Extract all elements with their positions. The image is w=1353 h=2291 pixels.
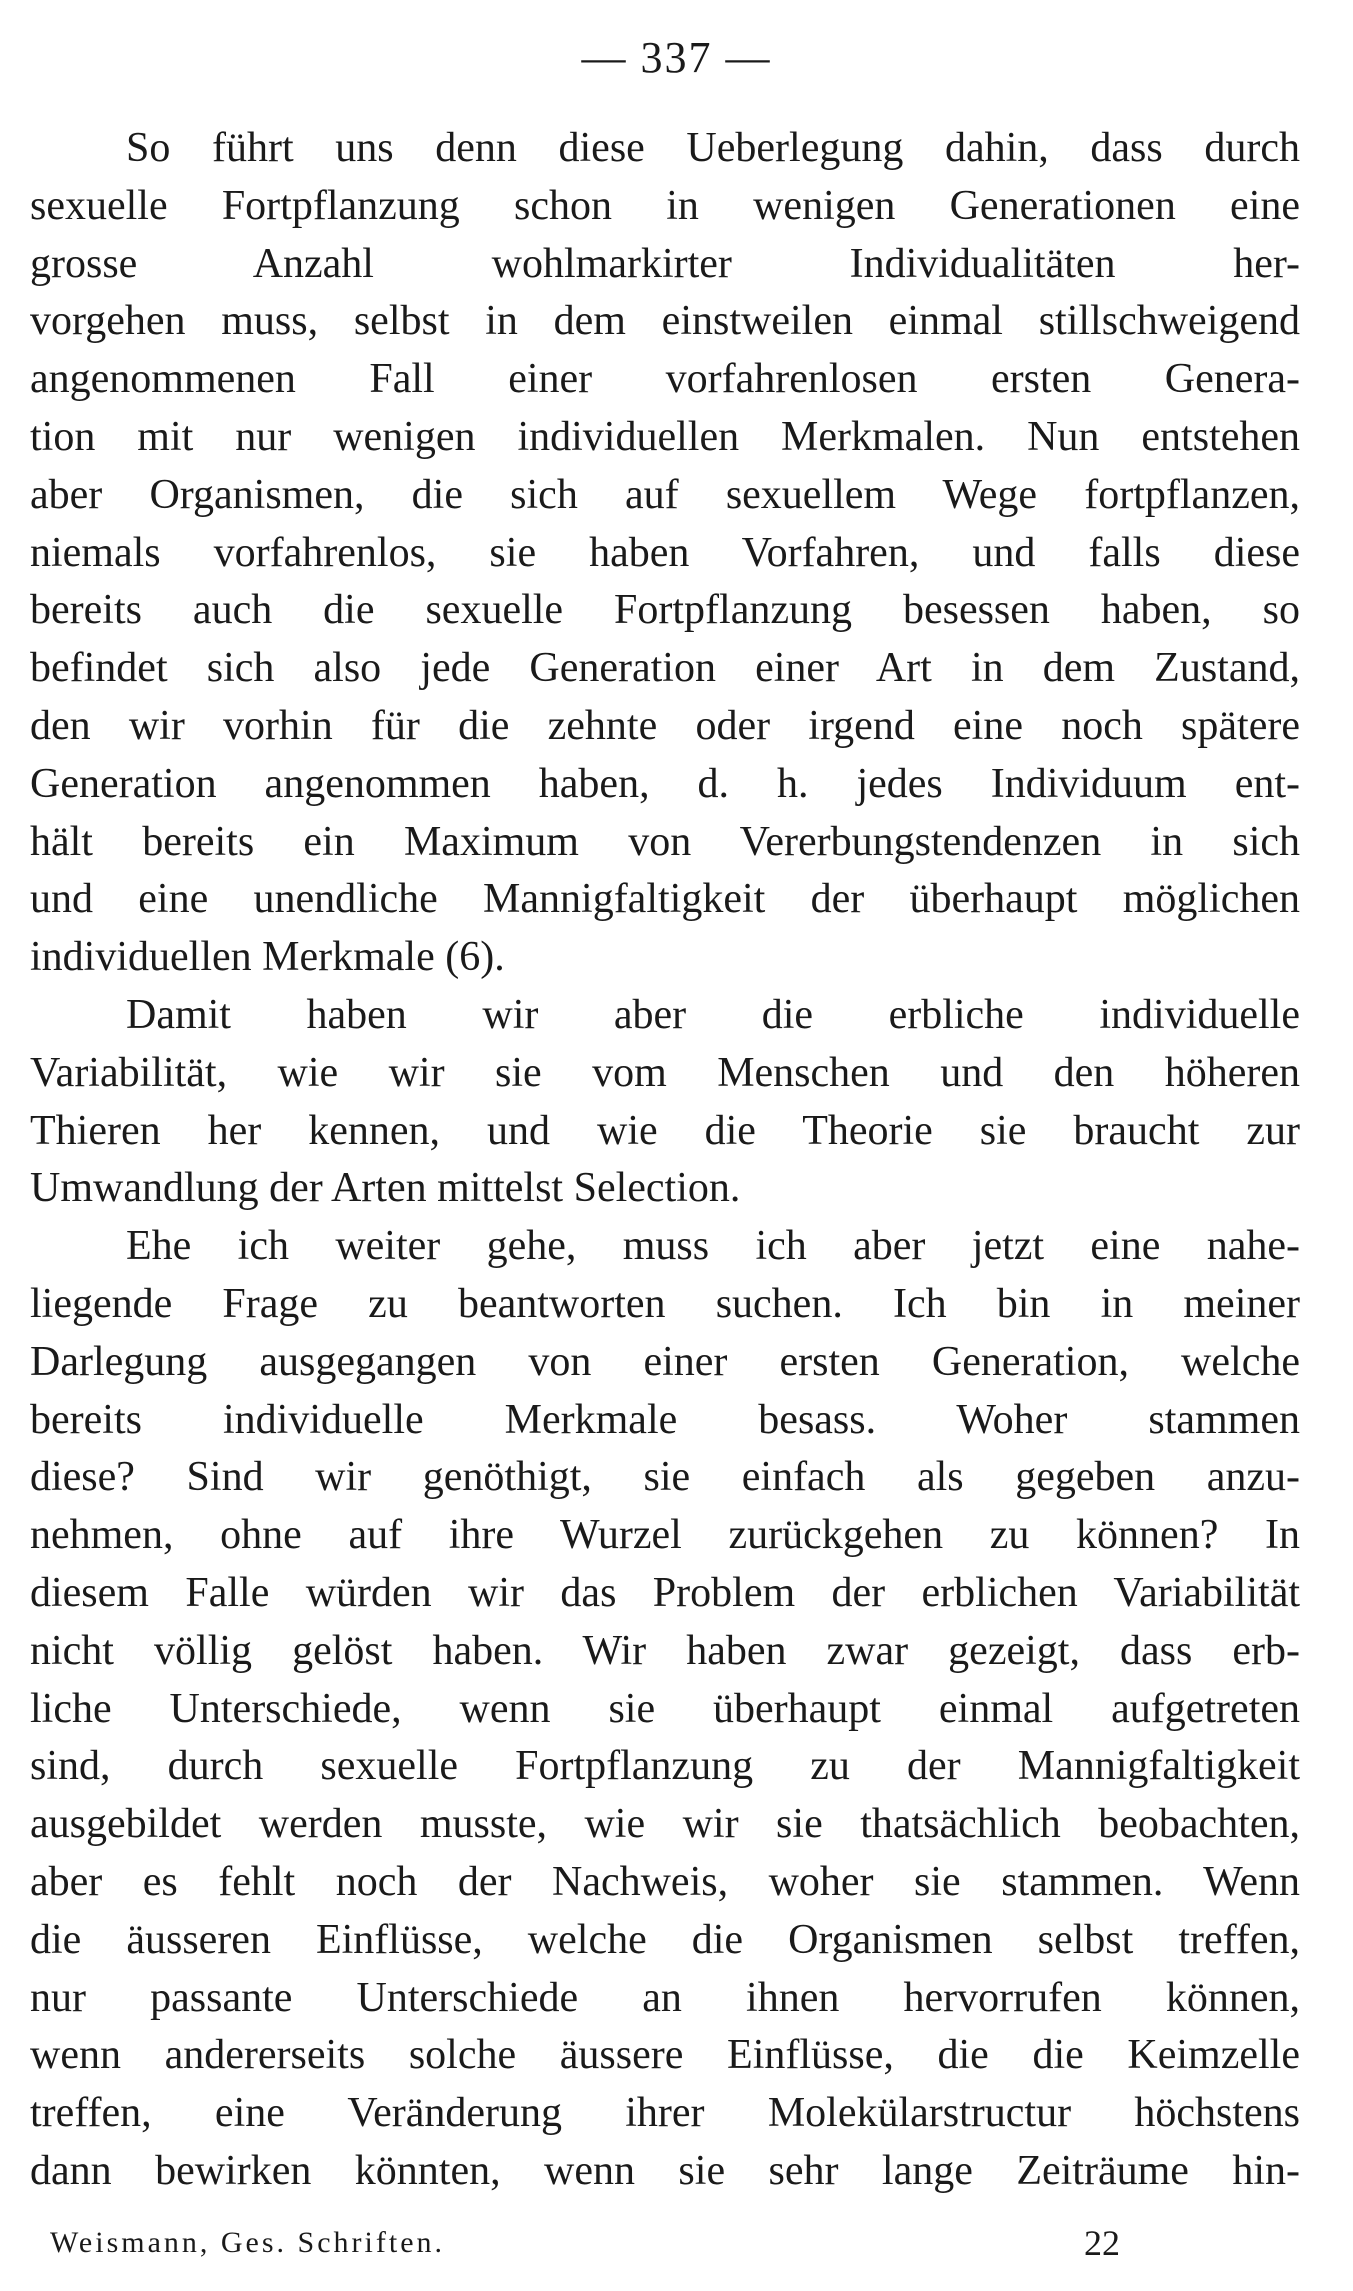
text-line: diesem Falle würden wir das Problem der erblichen Variabilität	[30, 1569, 1300, 1616]
text-line: niemals vorfahrenlos, sie haben Vorfahren, und falls diese	[30, 529, 1300, 576]
body-text	[30, 120, 1300, 2201]
page-footer	[50, 2218, 1120, 2268]
text-line: treffen, eine Veränderung ihrer Molekülarstructur höchstens	[30, 2090, 1300, 2137]
text-line: tion mit nur wenigen individuellen Merkmalen. Nun entstehen	[30, 413, 1300, 460]
text-line: angenommenen Fall einer vorfahrenlosen ersten Genera-	[30, 356, 1300, 403]
text-line: die äusseren Einflüsse, welche die Organismen selbst treffen,	[30, 1916, 1300, 1963]
text-line: hält bereits ein Maximum von Vererbungstendenzen in sich	[30, 818, 1300, 865]
text-line: bereits individuelle Merkmale besass. Woher stammen	[30, 1396, 1300, 1443]
text-line: nehmen, ohne auf ihre Wurzel zurückgehen zu können? In	[30, 1512, 1300, 1559]
text-line: aber Organismen, die sich auf sexuellem Wege fortpflanzen,	[30, 471, 1300, 518]
text-line: Umwandlung der Arten mittelst Selection.	[30, 1165, 741, 1212]
footer-author: Weismann, Ges. Schriften.	[50, 2226, 446, 2259]
text-line: sexuelle Fortpflanzung schon in wenigen Generationen eine	[30, 182, 1300, 229]
text-line: individuellen Merkmale (6).	[30, 934, 505, 981]
signature-mark: 22	[1084, 2223, 1120, 2263]
text-line: liegende Frage zu beantworten suchen. Ich bin in meiner	[30, 1280, 1300, 1327]
text-line: Generation angenommen haben, d. h. jedes Individuum ent-	[30, 760, 1300, 807]
text-line: sind, durch sexuelle Fortpflanzung zu der Mannigfaltigkeit	[30, 1743, 1300, 1790]
text-line: Damit haben wir aber die erbliche individuelle	[126, 991, 1300, 1038]
page-number: — 337 —	[581, 33, 772, 82]
text-line: vorgehen muss, selbst in dem einstweilen einmal stillschweigend	[30, 298, 1300, 345]
text-line: ausgebildet werden musste, wie wir sie thatsächlich beobachten,	[30, 1801, 1300, 1848]
text-line: nur passante Unterschiede an ihnen hervorrufen können,	[30, 1974, 1300, 2021]
text-line: und eine unendliche Mannigfaltigkeit der überhaupt möglichen	[30, 876, 1300, 923]
text-line: bereits auch die sexuelle Fortpflanzung besessen haben, so	[30, 587, 1300, 634]
text-line: aber es fehlt noch der Nachweis, woher sie stammen. Wenn	[30, 1858, 1300, 1905]
text-line: grosse Anzahl wohlmarkirter Individualitäten her-	[30, 240, 1300, 287]
text-line: Variabilität, wie wir sie vom Menschen und den höheren	[30, 1049, 1300, 1096]
text-line: dann bewirken könnten, wenn sie sehr lange Zeiträume hin-	[30, 2147, 1300, 2194]
text-line: wenn andererseits solche äussere Einflüsse, die die Keimzelle	[30, 2032, 1300, 2079]
text-line: liche Unterschiede, wenn sie überhaupt einmal aufgetreten	[30, 1685, 1300, 1732]
text-line: So führt uns denn diese Ueberlegung dahin, dass durch	[126, 125, 1300, 171]
text-line: diese? Sind wir genöthigt, sie einfach als gegeben anzu-	[30, 1454, 1300, 1501]
text-line: nicht völlig gelöst haben. Wir haben zwar gezeigt, dass erb-	[30, 1627, 1300, 1674]
text-line: den wir vorhin für die zehnte oder irgend eine noch spätere	[30, 702, 1300, 749]
text-line: Ehe ich weiter gehe, muss ich aber jetzt eine nahe-	[126, 1223, 1300, 1270]
text-line: Thieren her kennen, und wie die Theorie sie braucht zur	[30, 1107, 1300, 1154]
text-line: befindet sich also jede Generation einer Art in dem Zustand,	[30, 645, 1300, 692]
text-line: Darlegung ausgegangen von einer ersten Generation, welche	[30, 1338, 1300, 1385]
